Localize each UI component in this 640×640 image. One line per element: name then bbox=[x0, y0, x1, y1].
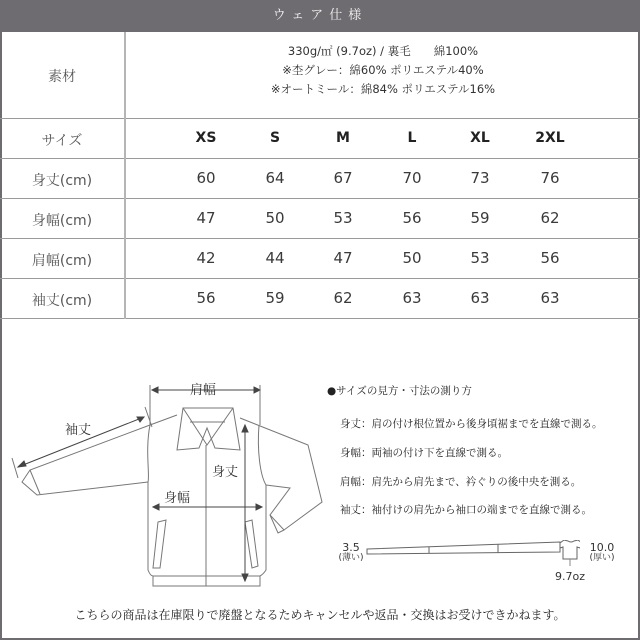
howto-title: ●サイズの見方・寸法の測り方 bbox=[327, 385, 472, 397]
row-divider bbox=[0, 278, 640, 279]
material-info bbox=[126, 42, 640, 99]
table-cell: 50 bbox=[265, 209, 285, 227]
page-title: ウェア仕様 bbox=[0, 0, 640, 32]
table-cell: 47 bbox=[196, 209, 216, 227]
thickness-min bbox=[333, 542, 369, 564]
table-cell: 63 bbox=[540, 289, 560, 307]
table-cell: 42 bbox=[196, 249, 216, 267]
table-cell: 63 bbox=[402, 289, 422, 307]
table-cell: 53 bbox=[333, 209, 353, 227]
thickness-max-label: (厚い) bbox=[589, 553, 615, 563]
label-shoulder-width: 肩幅 bbox=[190, 383, 217, 398]
table-cell: 70 bbox=[402, 169, 422, 187]
material-line: ※オートミール：綿84% ポリエステル16% bbox=[270, 82, 496, 96]
material-line: ※杢グレー：綿60% ポリエステル40% bbox=[282, 63, 484, 77]
table-cell: 56 bbox=[196, 289, 216, 307]
howto-item: 身幅：両袖の付け下を直線で測る。 bbox=[340, 447, 508, 459]
footer-notice: こちらの商品は在庫限りで廃盤となるためキャンセルや返品・交換はお受けできかねます。 bbox=[74, 608, 566, 622]
thickness-min-label: (薄い) bbox=[338, 553, 364, 563]
table-cell: 44 bbox=[265, 249, 285, 267]
row-divider bbox=[0, 118, 640, 119]
howto-item: 身丈：肩の付け根位置から後身頃裾までを直線で測る。 bbox=[340, 418, 603, 430]
table-cell: 47 bbox=[333, 249, 353, 267]
table-cell: 73 bbox=[470, 169, 490, 187]
material-line: 330g/㎡ (9.7oz) / 裏毛 綿100% bbox=[287, 44, 479, 58]
size-s: S bbox=[269, 130, 281, 146]
thickness-max-value: 10.0 bbox=[589, 541, 615, 554]
table-cell: 59 bbox=[265, 289, 285, 307]
size-xs: XS bbox=[195, 130, 217, 146]
thickness-min-value: 3.5 bbox=[342, 541, 360, 554]
table-cell: 56 bbox=[402, 209, 422, 227]
table-cell: 67 bbox=[333, 169, 353, 187]
table-cell: 64 bbox=[265, 169, 285, 187]
table-cell: 53 bbox=[470, 249, 490, 267]
jacket-diagram-icon bbox=[0, 370, 330, 600]
row-divider bbox=[0, 198, 640, 199]
table-cell: 63 bbox=[470, 289, 490, 307]
row-label-sleeve: 袖丈(cm) bbox=[31, 293, 93, 309]
size-2xl: 2XL bbox=[535, 130, 565, 146]
row-label-shoulder: 肩幅(cm) bbox=[31, 253, 93, 269]
row-divider bbox=[0, 318, 640, 319]
table-cell: 60 bbox=[196, 169, 216, 187]
row-label-width: 身幅(cm) bbox=[31, 213, 93, 229]
table-cell: 56 bbox=[540, 249, 560, 267]
label-body-width: 身幅 bbox=[164, 491, 191, 506]
table-cell: 59 bbox=[470, 209, 490, 227]
size-l: L bbox=[407, 130, 417, 146]
row-divider bbox=[0, 238, 640, 239]
thickness-max bbox=[580, 542, 624, 564]
row-divider bbox=[0, 158, 640, 159]
table-cell: 76 bbox=[540, 169, 560, 187]
howto-item: 袖丈：袖付けの肩先から袖口の端までを直線で測る。 bbox=[340, 504, 592, 516]
label-sleeve-length: 袖丈 bbox=[65, 423, 92, 438]
table-cell: 62 bbox=[540, 209, 560, 227]
label-body-length: 身丈 bbox=[212, 465, 239, 480]
size-m: M bbox=[336, 130, 350, 146]
material-label: 素材 bbox=[48, 69, 76, 85]
size-xl: XL bbox=[470, 130, 490, 146]
row-label-length: 身丈(cm) bbox=[31, 173, 93, 189]
thickness-current: 9.7oz bbox=[555, 570, 585, 583]
howto-item: 肩幅：肩先から肩先まで、衿ぐりの後中央を測る。 bbox=[340, 476, 582, 488]
table-cell: 50 bbox=[402, 249, 422, 267]
table-cell: 62 bbox=[333, 289, 353, 307]
size-header-label: サイズ bbox=[41, 133, 83, 149]
